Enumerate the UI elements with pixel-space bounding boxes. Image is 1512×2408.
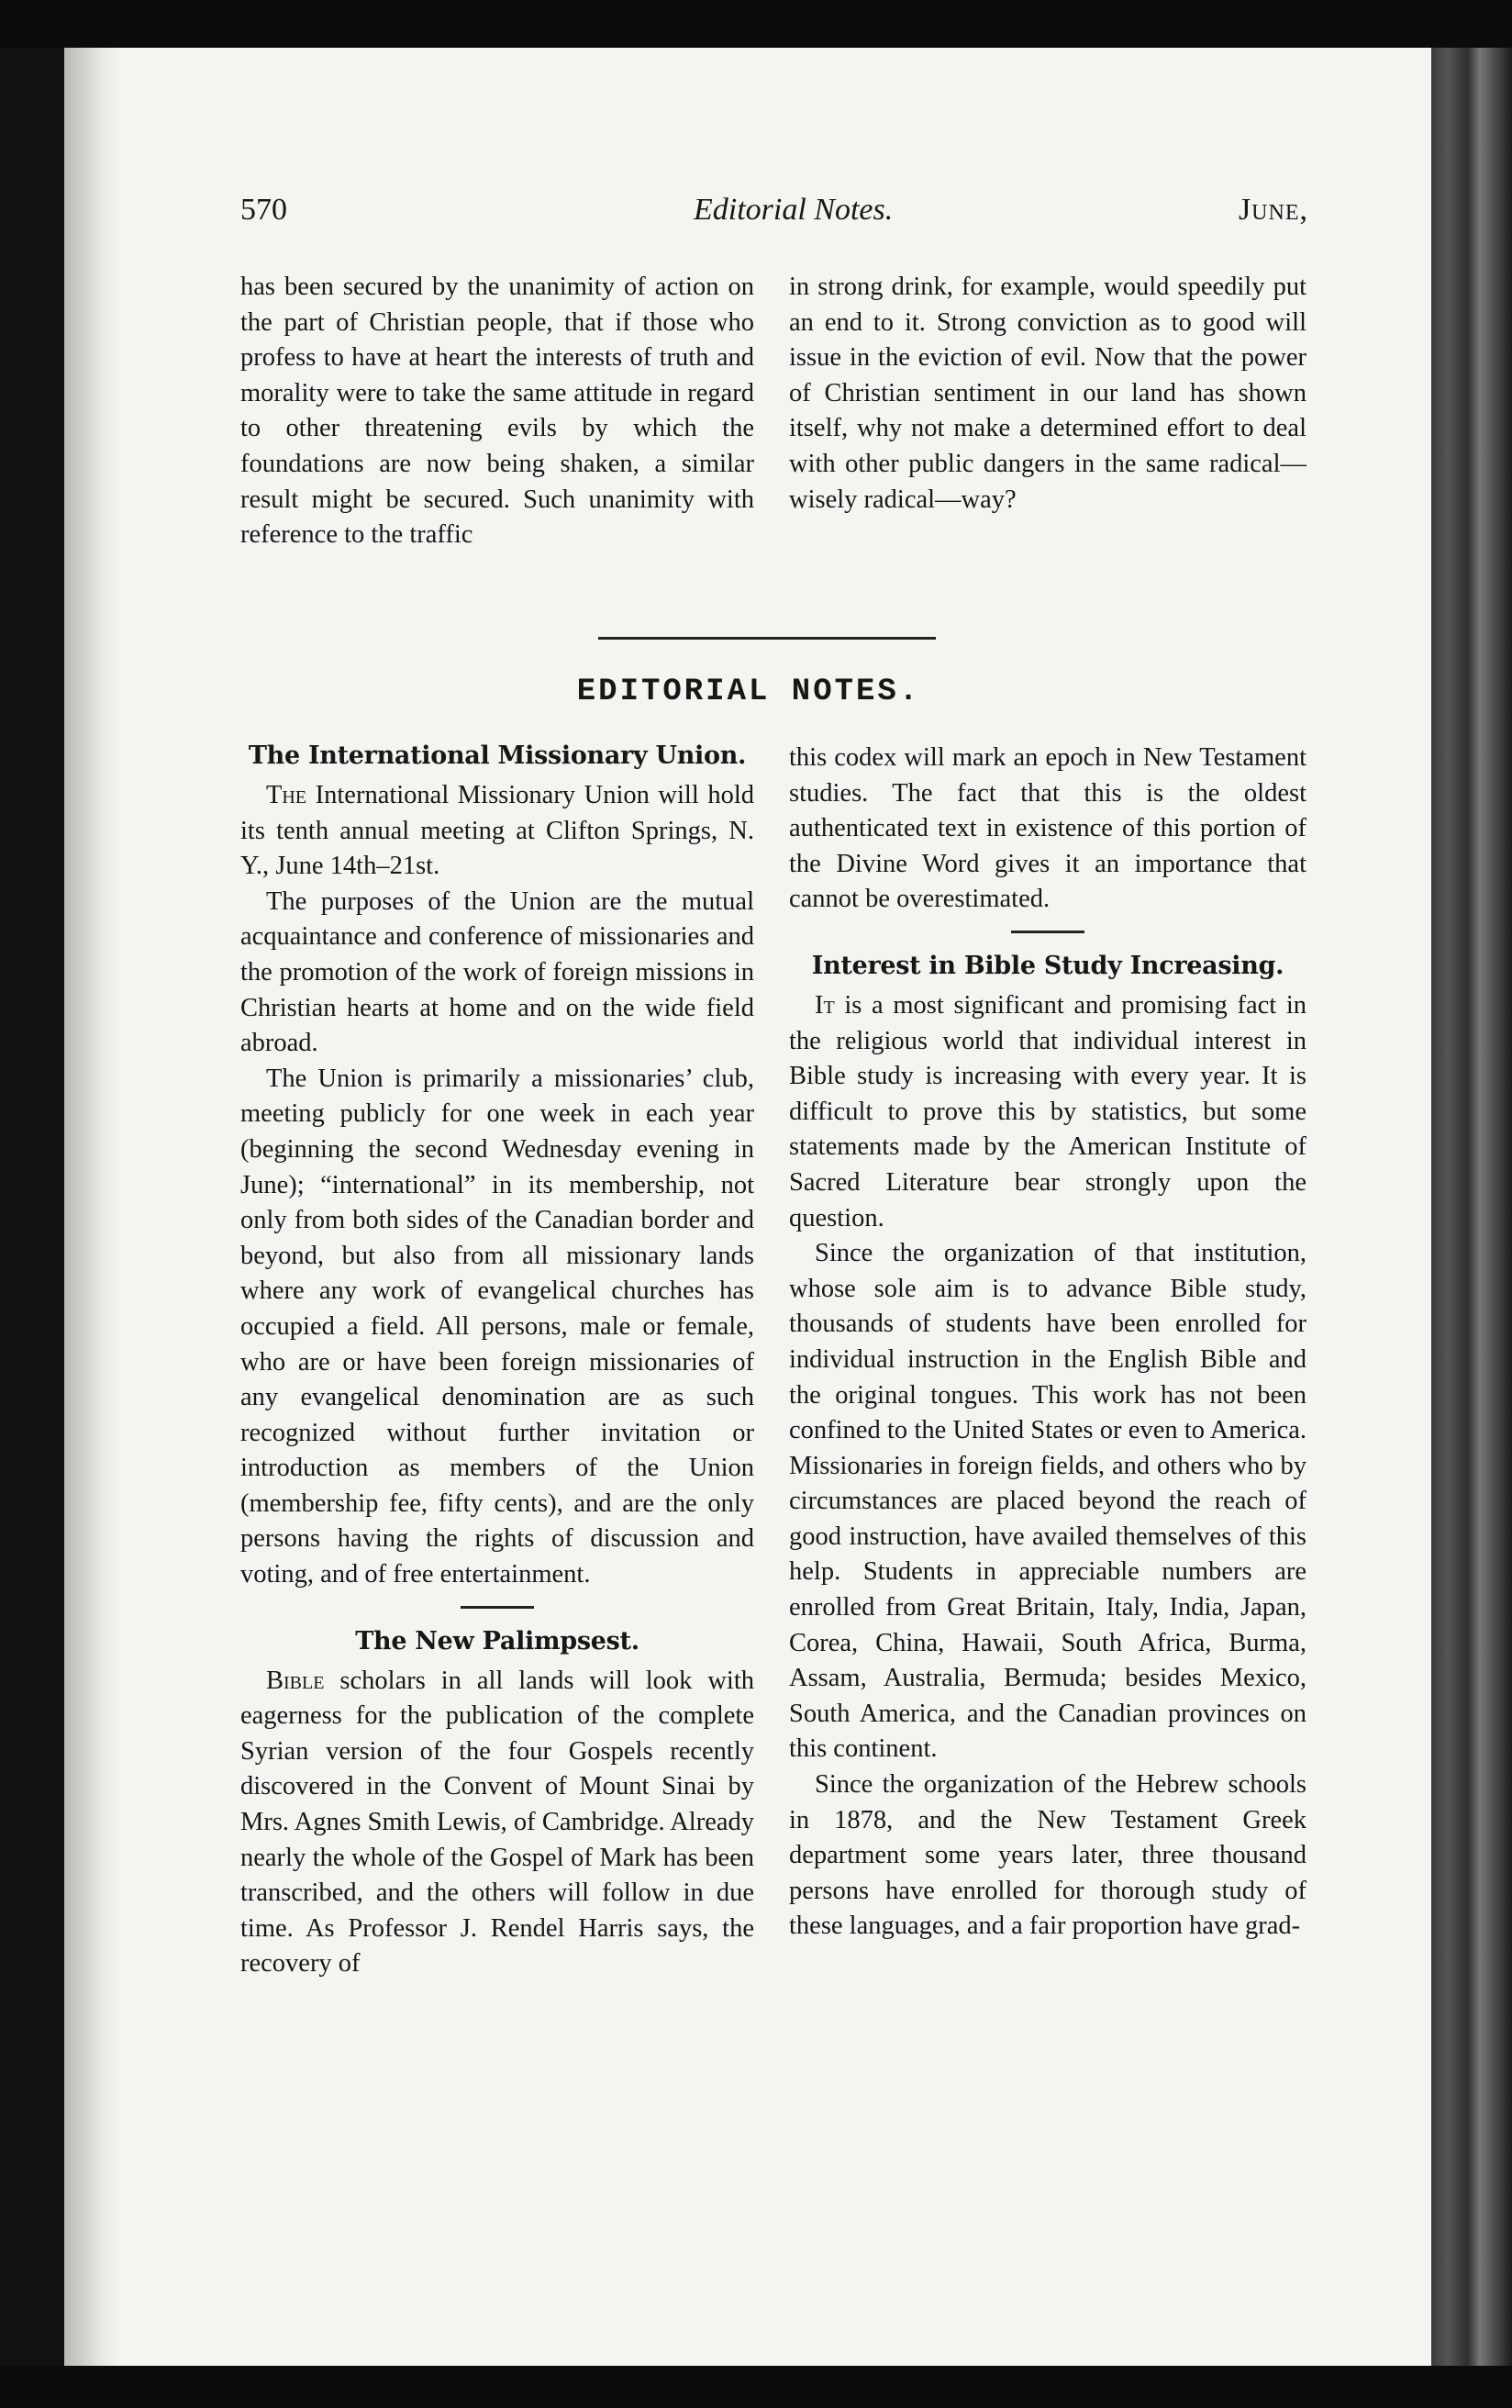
section-divider: [598, 637, 936, 640]
left-column: [240, 738, 754, 1982]
bible-study-paragraph-3: Since the organization of the Hebrew schools in 1878, and the New Testament Greek department some years later, three thousand persons have enrolled for thorough study of these languages, and a fair proportion have grad-: [789, 1770, 1306, 1941]
continued-paragraph-right: in strong drink, for example, would speedily put an end to it. Strong conviction as to good will issue in the eviction of evil. Now that the power of Christian sentiment in our land has shown itself, why not make a determined effort to deal with other public dangers in the same radical—wisely radical—way?: [789, 273, 1306, 514]
heading-new-palimpsest: The New Palimpsest.: [355, 1626, 639, 1656]
bible-study-lead-word: It: [815, 990, 835, 1020]
palimpsest-paragraph-1: Bible scholars in all lands will look with eagerness for the publication of the complete Syrian version of the four Gospels recently discovered in the Convent of Mount Sinai by Mrs. Agnes Smith Lewis, of Cambridge. Already nearly the whole of the Gospel of Mark has been transcribed, and the others will follow in due time. As Professor J. Rendel Harris says, the recovery of: [240, 1666, 754, 1979]
continued-paragraph-left: has been secured by the unanimity of action on the part of Christian people, that if those who profess to have at heart the interests of truth and morality were to take the same attitude in regard to other threatening evils by which the foundations are now being shaken, a similar result might be secured. Such unanimity with reference to the traffic: [240, 273, 754, 550]
running-header: [240, 193, 1308, 239]
page-gutter-shadow: [64, 48, 119, 2366]
article-divider: [461, 1606, 534, 1609]
union-paragraph-2: The purposes of the Union are the mutual acquaintance and conference of missionaries and the promotion of the work of foreign missions in Christian hearts at home and on the wide field abroad.: [240, 886, 754, 1058]
header-month: June,: [1238, 193, 1308, 227]
article-divider: [1011, 931, 1084, 933]
union-paragraph-3: The Union is primarily a missionaries’ club, meeting publicly for one week in each year (beginning the second Wednesday evening in June); “international” in its membership, not only from both sides of the Canadian border and beyond, but also from all missionary lands where any work of evangelical churches has occupied a field. All persons, male or female, who are or have been foreign missionaries of any evangelical denomination are as such recognized without further invitation or introduction as members of the Union (membership fee, fifty cents), and are the only persons having the rights of discussion and voting, and of free entertainment.: [240, 1064, 754, 1589]
scan-border-bottom: [0, 2366, 1512, 2408]
union-lead-word: The: [266, 781, 307, 809]
book-spine-edge: [1431, 48, 1512, 2366]
union-paragraph-1: The International Missionary Union will hold its tenth annual meeting at Clifton Springs, N. Y., June 14th–21st.: [240, 781, 754, 881]
running-title: Editorial Notes.: [694, 193, 894, 227]
heading-missionary-union: The International Missionary Union.: [248, 741, 747, 770]
scan-border-top: [0, 0, 1512, 48]
section-title: EDITORIAL NOTES.: [576, 674, 921, 709]
palimpsest-lead-word: Bible: [266, 1666, 325, 1695]
bible-study-paragraph-2: Since the organization of that institution, whose sole aim is to advance Bible study, thousands of students have been enrolled for individual instruction in the English Bible and the original tongues. This work has not been confined to the United States or even to America. Missionaries in foreign fields, and others who by circumstances are placed beyond the reach of good instruction, have availed themselves of this help. Students in appreciable numbers are enrolled from Great Britain, Italy, India, Japan, Corea, China, Hawaii, South Africa, Burma, Assam, Australia, Bermuda; besides Mexico, South America, and the Canadian provinces on this continent.: [789, 1239, 1306, 1764]
top-left-column: [240, 270, 754, 553]
right-column: [789, 741, 1306, 1945]
heading-bible-study: Interest in Bible Study Increasing.: [811, 951, 1284, 980]
bible-study-paragraph-1: It is a most significant and promising fact in the religious world that individual interest in Bible study is increasing with every year. It is difficult to prove this by statistics, but some statements made by the American Institute of Sacred Literature bear strongly upon the question.: [789, 990, 1306, 1232]
palimpsest-continuation: this codex will mark an epoch in New Testament studies. The fact that this is the oldest authenticated text in existence of this portion of the Divine Word gives it an importance that cannot be overestimated.: [789, 743, 1306, 914]
page-number: 570: [240, 193, 287, 227]
top-right-column: [789, 270, 1306, 518]
